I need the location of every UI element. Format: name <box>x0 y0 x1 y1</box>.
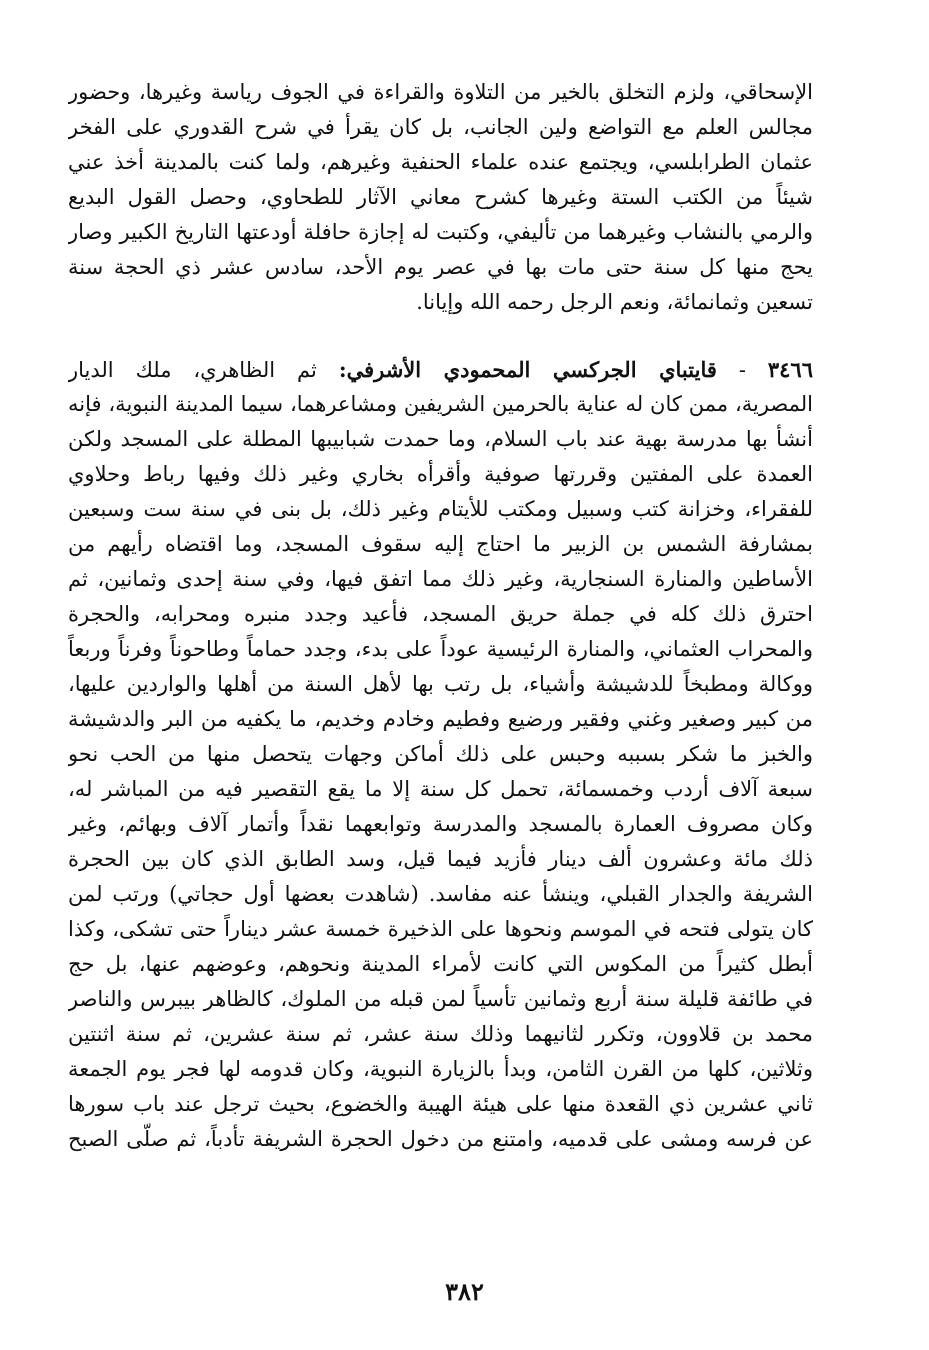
entry-line: المصرية، ممن كان له عناية بالحرمين الشريفين ومشاعرهما، سيما المدينة النبوية، فإنه <box>68 392 813 416</box>
entry-line: ووكالة ومطبخاً للدشيشة وأشياء، بل رتب بها لأهل السنة من أهلها والواردين عليها، <box>68 672 813 696</box>
entry-line: كان يتولى فتحه في الموسم ونحوها على الذخيرة خمسة عشر ديناراً حتى تشكى، وكذا <box>68 917 813 941</box>
entry-line: للفقراء، وخزانة كتب وسبيل ومكتب للأيتام وغير ذلك، بل بنى في سنة ست وسبعين <box>68 497 813 521</box>
entry-line: وكان مصروف العمارة بالمسجد والمدرسة وتوابعهما نقداً وأتمار آلاف وبهائم، وغير <box>68 812 813 836</box>
paragraph1-line: شيئاً من الكتب الستة وغيرها كشرح معاني الآثار للطحاوي، وحصل القول البديع <box>68 185 813 209</box>
entry-line: الأساطين والمنارة السنجارية، وغير ذلك مما اتفق فيها، وفي سنة إحدى وثمانين، ثم <box>68 567 813 591</box>
entry-line: احترق ذلك كله في جملة حريق المسجد، فأعيد وجدد منبره ومحرابه، والحجرة <box>68 602 813 626</box>
entry-line: والخبز ما شكر بسببه وحبس على ذلك أماكن وجهات يتحصل منها من الحب نحو <box>68 742 813 766</box>
entry-title: قايتباي الجركسي المحمودي الأشرفي: <box>338 357 717 382</box>
entry-line: محمد بن قلاوون، وتكرر لثانيهما وذلك سنة عشر، ثم سنة عشرين، ثم سنة اثنتين <box>68 1022 813 1046</box>
entry-line: أنشأ بها مدرسة بهية عند باب السلام، وما حمدت شبابيبها المطلة على المسجد ولكن <box>68 427 813 451</box>
paragraph1-line: والرمي بالنشاب وغيرهما من تأليفي، وكتبت له إجازة حافلة أودعتها التاريخ الكبير وصار <box>68 220 813 244</box>
entry-heading <box>68 353 813 386</box>
paragraph1-line: الإسحاقي، ولزم التخلق بالخير من التلاوة والقراءة في الجوف رياسة وغيرها، وحضور <box>68 80 813 104</box>
entry-dash: - <box>738 358 746 382</box>
entry-line: عن فرسه ومشى على قدميه، وامتنع من دخول الحجرة الشريفة تأدباً، ثم صلّى الصبح <box>68 1127 813 1151</box>
paragraph1-line: يحج منها كل سنة حتى مات بها في عصر يوم الأحد، سادس عشر ذي الحجة سنة <box>68 255 813 279</box>
paragraph1-line: عثمان الطرابلسي، ويجتمع عنده علماء الحنفية وغيرهم، ولما كنت بالمدينة أخذ عني <box>68 150 813 174</box>
entry-line: ذلك مائة وعشرون ألف دينار فأزيد فيما قيل، وسد الطابق الذي كان بين الحجرة <box>68 847 813 871</box>
entry-line: أبطل كثيراً من المكوس التي كانت لأمراء المدينة ونحوهم، وعوضهم عنها، بل حج <box>68 952 813 976</box>
entry-line: العمدة على المفتين وقررتها صوفية وأقرأه بخاري وغير ذلك وفيها رباط وحلاوي <box>68 462 813 486</box>
entry-line: بمشارفة الشمس بن الزبير ما احتاج إليه سقوف المسجد، وما اقتضاه رأيهم من <box>68 532 813 556</box>
paragraph1-line: مجالس العلم مع التواضع ولين الجانب، بل كان يقرأ في شرح القدوري على الفخر <box>68 115 813 139</box>
entry-heading-rest: ثم الظاهري، ملك الديار <box>68 358 317 382</box>
entry-line: والمحراب العثماني، والمنارة الرئيسية عوداً على بدء، وجدد حماماً وطاحوناً وفرناً وربعاً <box>68 637 813 661</box>
entry-line: الشريفة والجدار القبلي، وينشأ عنه مفاسد. (شاهدت بعضها أول حجاتي) ورتب لمن <box>68 882 813 906</box>
entry-line: ثاني عشرين ذي القعدة منها على هيئة الهيبة والخضوع، بحيث ترجل عند باب سورها <box>68 1092 813 1116</box>
paragraph1-line: تسعين وثمانمائة، ونعم الرجل رحمه الله وإيانا. <box>416 290 813 314</box>
entry-line: وثلاثين، كلها من القرن الثامن، وبدأ بالزيارة النبوية، وكان قدومه لها فجر يوم الجمعة <box>68 1057 813 1081</box>
entry-line: سبعة آلاف أردب وخمسمائة، تحمل كل سنة إلا ما يقع التقصير فيه من المباشر له، <box>68 777 813 801</box>
entry-number: ٣٤٦٦ <box>767 357 813 382</box>
entry-line: من كبير وصغير وغني وفقير ورضيع وفطيم وخادم وخديم، ما يكفيه من البر والدشيشة <box>68 707 813 731</box>
entry-line: في طائفة قليلة سنة أربع وثمانين تأسياً لمن قبله من الملوك، كالظاهر بيبرس والناصر <box>68 987 813 1011</box>
page-number: ٣٨٢ <box>445 1277 484 1306</box>
